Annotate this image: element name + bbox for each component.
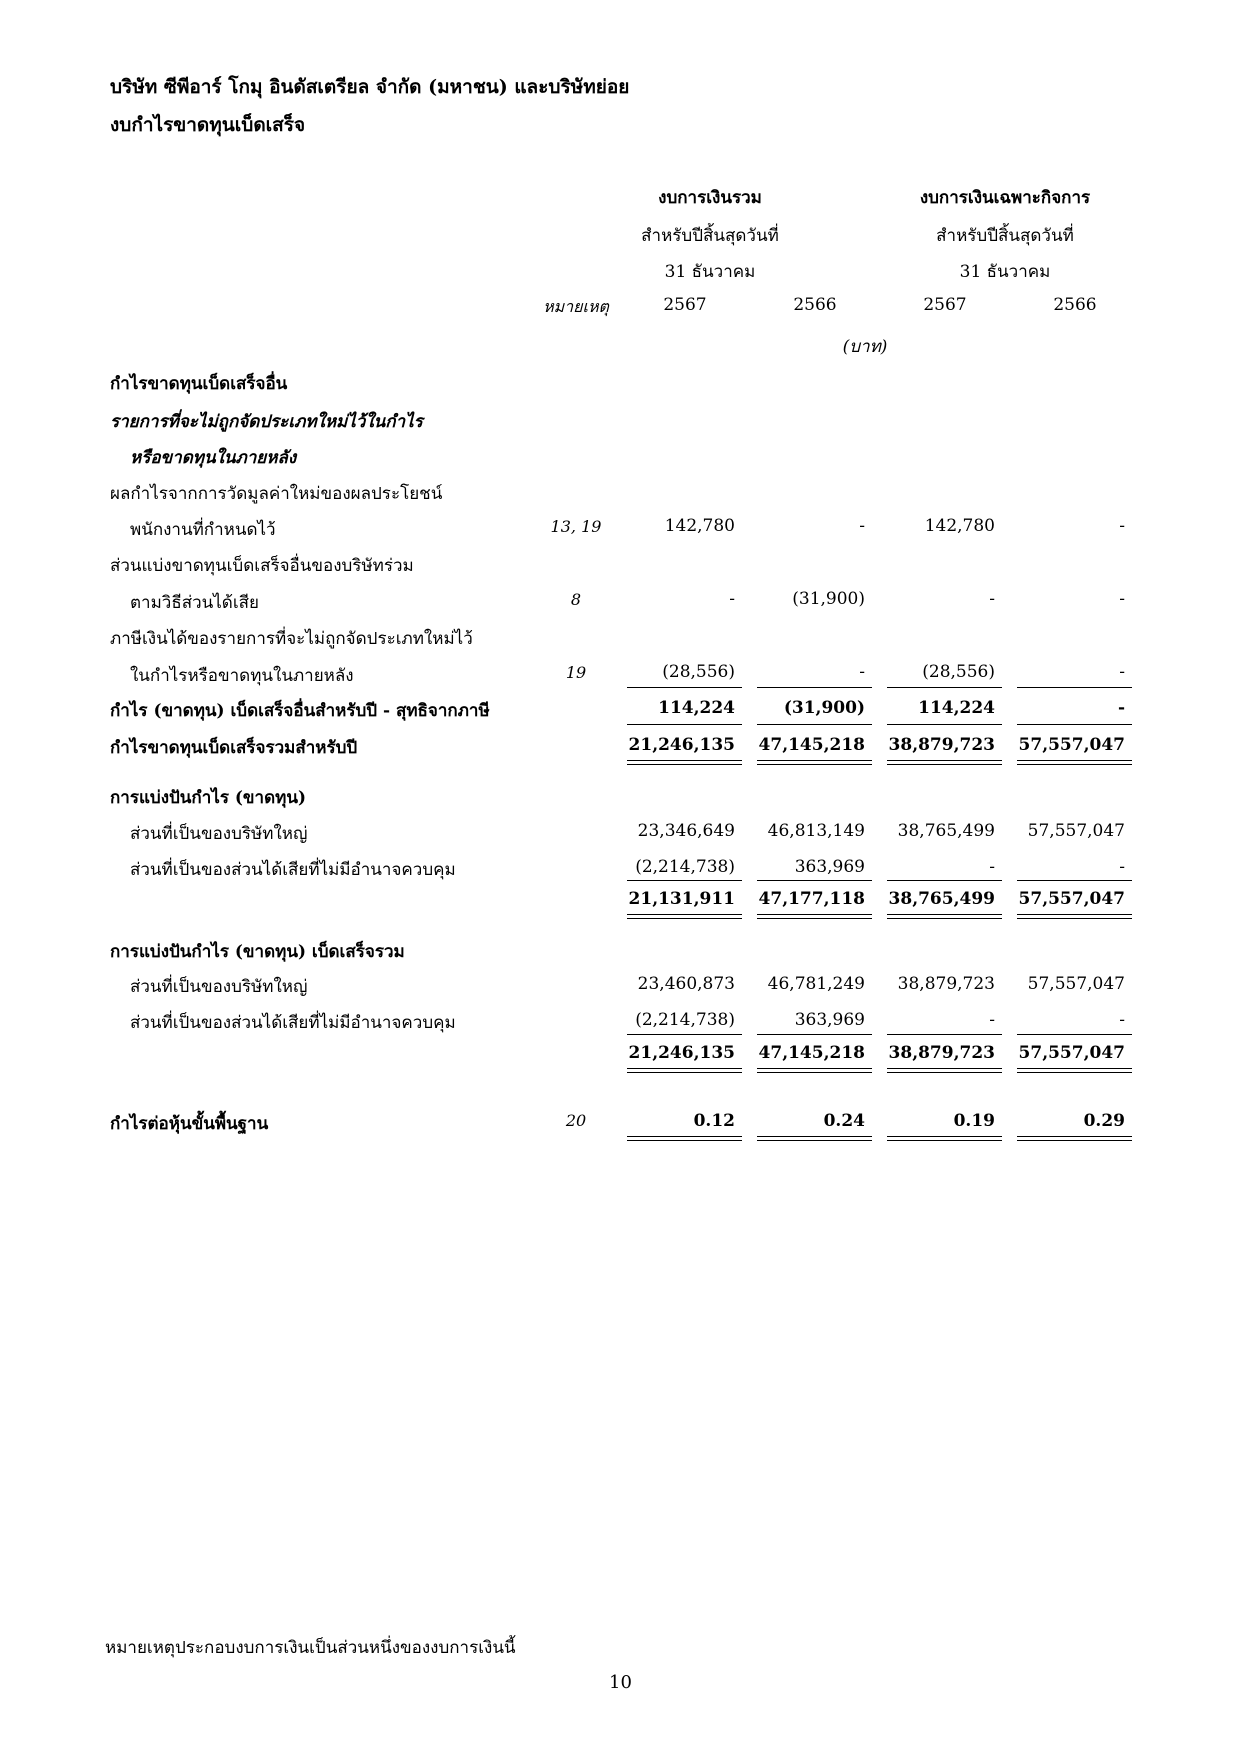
cell: - [1119,662,1125,682]
cell: (31,900) [792,589,865,609]
cell: - [1117,698,1125,718]
cell: 142,780 [664,516,735,536]
footer-note: หมายเหตุประกอบงบการเงินเป็นส่วนหนึ่งของงบการเงินนี้ [105,1638,516,1658]
cell: 0.19 [953,1111,995,1131]
rule [1017,1034,1132,1035]
rule [627,880,742,881]
page-number: 10 [609,1672,632,1693]
cell: 46,781,249 [767,974,865,994]
double-rule [1017,1136,1132,1141]
double-rule [887,1068,1002,1073]
cell: - [1119,1010,1125,1030]
rule [887,1034,1002,1035]
rule [887,724,1002,725]
cell: - [729,589,735,609]
double-rule [757,1136,872,1141]
row-note: 19 [565,663,587,682]
double-rule [1017,914,1132,919]
cell: 47,145,218 [758,1043,865,1063]
rule [757,880,872,881]
consolidated-period: สำหรับปีสิ้นสุดวันที่ [641,226,779,246]
cell: 57,557,047 [1027,974,1125,994]
cell: 57,557,047 [1027,821,1125,841]
row-label: ส่วนที่เป็นของส่วนได้เสียที่ไม่มีอำนาจควบคุม [130,1013,456,1033]
separate-header: งบการเงินเฉพาะกิจการ [919,188,1091,208]
rule [887,880,1002,881]
year-header-c1: 2567 [663,295,707,315]
year-header-c3: 2567 [923,295,967,315]
cell: 46,813,149 [767,821,865,841]
row-label: กำไร (ขาดทุน) เบ็ดเสร็จอื่นสำหรับปี - สุทธิจากภาษี [110,701,490,721]
row-label: กำไรขาดทุนเบ็ดเสร็จรวมสำหรับปี [110,738,358,758]
cell: 23,460,873 [637,974,735,994]
consolidated-header: งบการเงินรวม [658,188,762,208]
rule [627,724,742,725]
note-column-header: หมายเหตุ [543,297,609,316]
row-label: ในกำไรหรือขาดทุนในภายหลัง [130,666,354,686]
cell: 38,765,499 [888,889,995,909]
cell: (28,556) [922,662,995,682]
double-rule [887,1136,1002,1141]
double-rule [757,914,872,919]
cell: (2,214,738) [635,1010,735,1030]
consolidated-date: 31 ธันวาคม [664,262,756,282]
rule [757,724,872,725]
double-rule [627,914,742,919]
rule [1017,724,1132,725]
year-header-c2: 2566 [793,295,837,315]
row-label: ผลกำไรจากการวัดมูลค่าใหม่ของผลประโยชน์ [110,484,443,504]
double-rule [887,760,1002,765]
cell: - [1119,589,1125,609]
cell: 47,145,218 [758,735,865,755]
cell: - [989,1010,995,1030]
row-label: ส่วนที่เป็นของส่วนได้เสียที่ไม่มีอำนาจควบคุม [130,860,456,880]
double-rule [757,760,872,765]
cell: 38,765,499 [897,821,995,841]
section-oci: กำไรขาดทุนเบ็ดเสร็จอื่น [110,374,288,394]
cell: 0.12 [693,1111,735,1131]
row-label: ส่วนที่เป็นของบริษัทใหญ่ [130,977,308,997]
row-note: 8 [570,590,582,609]
rule [887,687,1002,688]
row-note: 20 [565,1111,587,1130]
cell: 363,969 [794,1010,865,1030]
statement-title: งบกำไรขาดทุนเบ็ดเสร็จ [110,114,306,136]
double-rule [627,1136,742,1141]
rule [1017,880,1132,881]
double-rule [627,1068,742,1073]
company-name: บริษัท ซีพีอาร์ โกมุ อินดัสเตรียล จำกัด (มหาชน) และบริษัทย่อย [110,76,630,98]
year-header-c4: 2566 [1053,295,1097,315]
rule [627,687,742,688]
cell: 47,177,118 [758,889,865,909]
cell: 363,969 [794,857,865,877]
cell: - [1119,857,1125,877]
cell: 142,780 [924,516,995,536]
section-not-reclassified-2: หรือขาดทุนในภายหลัง [130,448,297,468]
cell: - [989,589,995,609]
cell: - [859,662,865,682]
section-profit-attribution: การแบ่งปันกำไร (ขาดทุน) [110,788,306,808]
cell: (28,556) [662,662,735,682]
cell: 114,224 [658,698,735,718]
row-label: ส่วนแบ่งขาดทุนเบ็ดเสร็จอื่นของบริษัทร่วม [110,556,414,576]
cell: 57,557,047 [1018,735,1125,755]
cell: 57,557,047 [1018,889,1125,909]
cell: (2,214,738) [635,857,735,877]
row-note: 13, 19 [550,517,602,536]
cell: - [1119,516,1125,536]
cell: 38,879,723 [888,1043,995,1063]
section-total-attribution: การแบ่งปันกำไร (ขาดทุน) เบ็ดเสร็จรวม [110,942,405,962]
cell: 0.24 [823,1111,865,1131]
separate-period: สำหรับปีสิ้นสุดวันที่ [936,226,1074,246]
cell: 38,879,723 [897,974,995,994]
cell: - [859,516,865,536]
double-rule [627,760,742,765]
row-label: ตามวิธีส่วนได้เสีย [130,593,259,613]
rule [757,1034,872,1035]
cell: - [989,857,995,877]
rule [757,687,872,688]
cell: 21,246,135 [628,1043,735,1063]
cell: 57,557,047 [1018,1043,1125,1063]
cell: 38,879,723 [888,735,995,755]
double-rule [757,1068,872,1073]
section-not-reclassified-1: รายการที่จะไม่ถูกจัดประเภทใหม่ไว้ในกำไร [110,412,423,432]
cell: (31,900) [783,698,865,718]
cell: 114,224 [918,698,995,718]
rule [1017,687,1132,688]
double-rule [887,914,1002,919]
cell: 21,131,911 [628,889,735,909]
cell: 21,246,135 [628,735,735,755]
row-label: ส่วนที่เป็นของบริษัทใหญ่ [130,824,308,844]
double-rule [1017,1068,1132,1073]
row-label: พนักงานที่กำหนดไว้ [130,520,276,540]
separate-date: 31 ธันวาคม [959,262,1051,282]
unit-label: (บาท) [842,337,888,357]
double-rule [1017,760,1132,765]
cell: 23,346,649 [637,821,735,841]
row-label: กำไรต่อหุ้นขั้นพื้นฐาน [110,1114,269,1134]
rule [627,1034,742,1035]
cell: 0.29 [1083,1111,1125,1131]
row-label: ภาษีเงินได้ของรายการที่จะไม่ถูกจัดประเภทใหม่ไว้ [110,629,473,649]
